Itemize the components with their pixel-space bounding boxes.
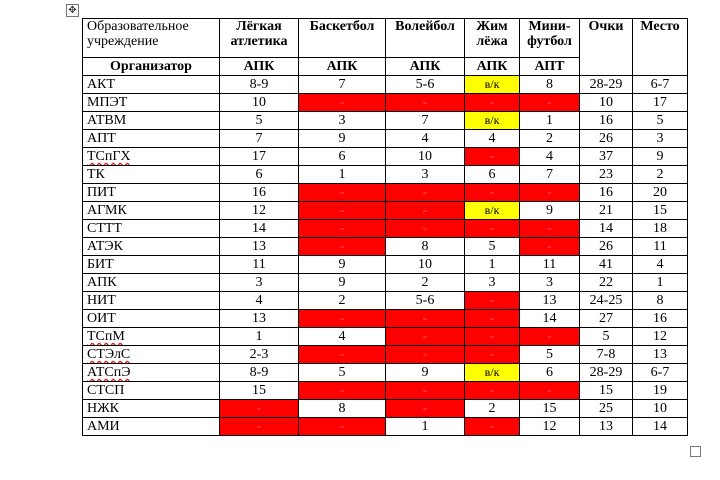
header-row-titles <box>83 19 688 58</box>
points-cell: 41 <box>580 256 633 274</box>
column-header-basketball: Баскетбол <box>299 19 386 58</box>
place-cell: 17 <box>633 94 688 112</box>
result-cell: 3 <box>465 274 520 292</box>
points-cell: 24-25 <box>580 292 633 310</box>
result-cell: 15 <box>520 400 580 418</box>
result-cell: - <box>386 400 465 418</box>
table-row <box>83 256 688 274</box>
place-cell: 12 <box>633 328 688 346</box>
place-cell: 9 <box>633 148 688 166</box>
place-cell: 8 <box>633 292 688 310</box>
result-cell: - <box>386 346 465 364</box>
org-name-cell: АПТ <box>83 130 220 148</box>
table-row <box>83 112 688 130</box>
result-cell: 2 <box>386 274 465 292</box>
place-cell: 6-7 <box>633 76 688 94</box>
place-cell: 14 <box>633 418 688 436</box>
points-cell: 37 <box>580 148 633 166</box>
result-cell: 7 <box>220 130 299 148</box>
org-name-cell: АМИ <box>83 418 220 436</box>
points-cell: 16 <box>580 112 633 130</box>
result-cell: 3 <box>220 274 299 292</box>
table-row <box>83 328 688 346</box>
organizer-bench-press: АПК <box>465 58 520 76</box>
result-cell: 13 <box>520 292 580 310</box>
result-cell: - <box>465 148 520 166</box>
result-cell: 6 <box>299 148 386 166</box>
place-cell: 6-7 <box>633 364 688 382</box>
result-cell: - <box>299 346 386 364</box>
org-name-cell: СТСП <box>83 382 220 400</box>
result-cell: 15 <box>220 382 299 400</box>
org-name-cell: НЖК <box>83 400 220 418</box>
table-row <box>83 310 688 328</box>
result-cell: 2-3 <box>220 346 299 364</box>
points-cell: 25 <box>580 400 633 418</box>
result-cell: 9 <box>386 364 465 382</box>
result-cell: 13 <box>220 310 299 328</box>
points-cell: 28-29 <box>580 364 633 382</box>
result-cell: - <box>220 418 299 436</box>
table-row <box>83 166 688 184</box>
result-cell: 10 <box>386 256 465 274</box>
result-cell: 7 <box>299 76 386 94</box>
result-cell: 4 <box>220 292 299 310</box>
place-cell: 16 <box>633 310 688 328</box>
table-row <box>83 130 688 148</box>
result-cell: 8 <box>386 238 465 256</box>
points-cell: 26 <box>580 238 633 256</box>
place-cell: 13 <box>633 346 688 364</box>
result-cell: 1 <box>465 256 520 274</box>
points-cell: 22 <box>580 274 633 292</box>
result-cell: в/к <box>465 112 520 130</box>
result-cell: 3 <box>299 112 386 130</box>
place-cell: 5 <box>633 112 688 130</box>
result-cell: - <box>386 202 465 220</box>
result-cell: 11 <box>520 256 580 274</box>
result-cell: 2 <box>520 130 580 148</box>
result-cell: 2 <box>299 292 386 310</box>
column-header-points: Очки <box>580 19 633 76</box>
table-resize-handle[interactable] <box>690 446 701 457</box>
points-cell: 26 <box>580 130 633 148</box>
org-name-cell <box>83 148 220 166</box>
result-cell: - <box>299 220 386 238</box>
result-cell: 4 <box>386 130 465 148</box>
org-name-cell <box>83 346 220 364</box>
table-row <box>83 148 688 166</box>
result-cell: - <box>465 382 520 400</box>
result-cell: 13 <box>220 238 299 256</box>
result-cell: в/к <box>465 202 520 220</box>
result-cell: 6 <box>520 364 580 382</box>
result-cell: - <box>299 382 386 400</box>
result-cell: - <box>520 220 580 238</box>
table-row <box>83 346 688 364</box>
result-cell: 9 <box>299 130 386 148</box>
table-row <box>83 94 688 112</box>
org-name-cell: БИТ <box>83 256 220 274</box>
organizer-basketball: АПК <box>299 58 386 76</box>
table-row <box>83 202 688 220</box>
result-cell: 16 <box>220 184 299 202</box>
result-cell: - <box>520 184 580 202</box>
result-cell: - <box>386 382 465 400</box>
result-cell: 1 <box>386 418 465 436</box>
table-row <box>83 184 688 202</box>
result-cell: - <box>465 346 520 364</box>
column-header-place: Место <box>633 19 688 76</box>
organizer-mini-football: АПТ <box>520 58 580 76</box>
table-move-handle-icon[interactable]: ✥ <box>66 4 79 17</box>
column-header-mini-football: Мини-футбол <box>520 19 580 58</box>
org-name-cell: АКТ <box>83 76 220 94</box>
spellcheck-underlined-text: ТСпГХ <box>87 149 131 164</box>
org-name-cell: АПК <box>83 274 220 292</box>
result-cell: 1 <box>299 166 386 184</box>
result-cell: 5 <box>220 112 299 130</box>
table-row <box>83 274 688 292</box>
result-cell: - <box>465 220 520 238</box>
result-cell: - <box>299 94 386 112</box>
result-cell: 17 <box>220 148 299 166</box>
org-name-cell: АТЭК <box>83 238 220 256</box>
table-row <box>83 364 688 382</box>
result-cell: - <box>386 184 465 202</box>
result-cell: 9 <box>299 274 386 292</box>
result-cell: 14 <box>520 310 580 328</box>
result-cell: 5-6 <box>386 292 465 310</box>
result-cell: - <box>520 382 580 400</box>
result-cell: 10 <box>386 148 465 166</box>
result-cell: - <box>465 94 520 112</box>
result-cell: 9 <box>520 202 580 220</box>
result-cell: 5-6 <box>386 76 465 94</box>
result-cell: - <box>386 328 465 346</box>
result-cell: - <box>386 94 465 112</box>
result-cell: 1 <box>220 328 299 346</box>
points-cell: 13 <box>580 418 633 436</box>
table-row <box>83 220 688 238</box>
spellcheck-underlined-text: ТСпМ <box>87 329 125 344</box>
result-cell: - <box>386 310 465 328</box>
result-cell: 2 <box>465 400 520 418</box>
org-name-cell: ТК <box>83 166 220 184</box>
column-header-athletics: Лёгкая атлетика <box>220 19 299 58</box>
org-name-cell: СТТТ <box>83 220 220 238</box>
place-cell: 3 <box>633 130 688 148</box>
org-name-cell <box>83 328 220 346</box>
result-cell: в/к <box>465 364 520 382</box>
result-cell: - <box>299 184 386 202</box>
table-row <box>83 238 688 256</box>
place-cell: 2 <box>633 166 688 184</box>
result-cell: - <box>220 400 299 418</box>
place-cell: 18 <box>633 220 688 238</box>
place-cell: 15 <box>633 202 688 220</box>
result-cell: - <box>465 292 520 310</box>
result-cell: 5 <box>520 346 580 364</box>
org-name-cell: ПИТ <box>83 184 220 202</box>
result-cell: - <box>465 328 520 346</box>
points-cell: 23 <box>580 166 633 184</box>
result-cell: 7 <box>386 112 465 130</box>
result-cell: - <box>520 94 580 112</box>
result-cell: - <box>465 184 520 202</box>
points-cell: 28-29 <box>580 76 633 94</box>
table-row <box>83 400 688 418</box>
result-cell: 9 <box>299 256 386 274</box>
org-name-cell <box>83 364 220 382</box>
result-cell: 8 <box>299 400 386 418</box>
points-cell: 7-8 <box>580 346 633 364</box>
result-cell: 6 <box>220 166 299 184</box>
spellcheck-underlined-text: АТСпЭ <box>87 365 131 380</box>
org-name-cell: ОИТ <box>83 310 220 328</box>
points-cell: 5 <box>580 328 633 346</box>
result-cell: - <box>299 202 386 220</box>
result-cell: 3 <box>386 166 465 184</box>
result-cell: 11 <box>220 256 299 274</box>
organizer-athletics: АПК <box>220 58 299 76</box>
place-cell: 10 <box>633 400 688 418</box>
org-name-cell: АТВМ <box>83 112 220 130</box>
org-name-cell: АГМК <box>83 202 220 220</box>
result-cell: 14 <box>220 220 299 238</box>
org-column-header: Образовательное учреждение <box>83 19 220 58</box>
result-cell: 4 <box>299 328 386 346</box>
organizer-label: Организатор <box>83 58 220 76</box>
organizer-volleyball: АПК <box>386 58 465 76</box>
result-cell: в/к <box>465 76 520 94</box>
place-cell: 4 <box>633 256 688 274</box>
table-row <box>83 418 688 436</box>
result-cell: 5 <box>465 238 520 256</box>
result-cell: 3 <box>520 274 580 292</box>
org-name-cell: НИТ <box>83 292 220 310</box>
place-cell: 1 <box>633 274 688 292</box>
org-name-cell: МПЭТ <box>83 94 220 112</box>
result-cell: 12 <box>220 202 299 220</box>
result-cell: 8-9 <box>220 76 299 94</box>
points-cell: 16 <box>580 184 633 202</box>
results-table <box>82 18 688 436</box>
result-cell: 12 <box>520 418 580 436</box>
result-cell: - <box>520 238 580 256</box>
place-cell: 19 <box>633 382 688 400</box>
result-cell: - <box>465 310 520 328</box>
place-cell: 20 <box>633 184 688 202</box>
result-cell: - <box>299 418 386 436</box>
table-row <box>83 76 688 94</box>
result-cell: 7 <box>520 166 580 184</box>
result-cell: - <box>465 418 520 436</box>
result-cell: 5 <box>299 364 386 382</box>
points-cell: 21 <box>580 202 633 220</box>
result-cell: - <box>520 328 580 346</box>
place-cell: 11 <box>633 238 688 256</box>
result-cell: - <box>299 238 386 256</box>
result-cell: 6 <box>465 166 520 184</box>
result-cell: 4 <box>520 148 580 166</box>
result-cell: 1 <box>520 112 580 130</box>
table-row <box>83 382 688 400</box>
result-cell: 4 <box>465 130 520 148</box>
table-row <box>83 292 688 310</box>
result-cell: - <box>299 310 386 328</box>
result-cell: - <box>386 220 465 238</box>
result-cell: 8 <box>520 76 580 94</box>
result-cell: 8-9 <box>220 364 299 382</box>
spellcheck-underlined-text: СТЭлС <box>87 347 131 362</box>
points-cell: 27 <box>580 310 633 328</box>
result-cell: 10 <box>220 94 299 112</box>
column-header-volleyball: Волейбол <box>386 19 465 58</box>
points-cell: 14 <box>580 220 633 238</box>
points-cell: 10 <box>580 94 633 112</box>
column-header-bench-press: Жим лёжа <box>465 19 520 58</box>
points-cell: 15 <box>580 382 633 400</box>
